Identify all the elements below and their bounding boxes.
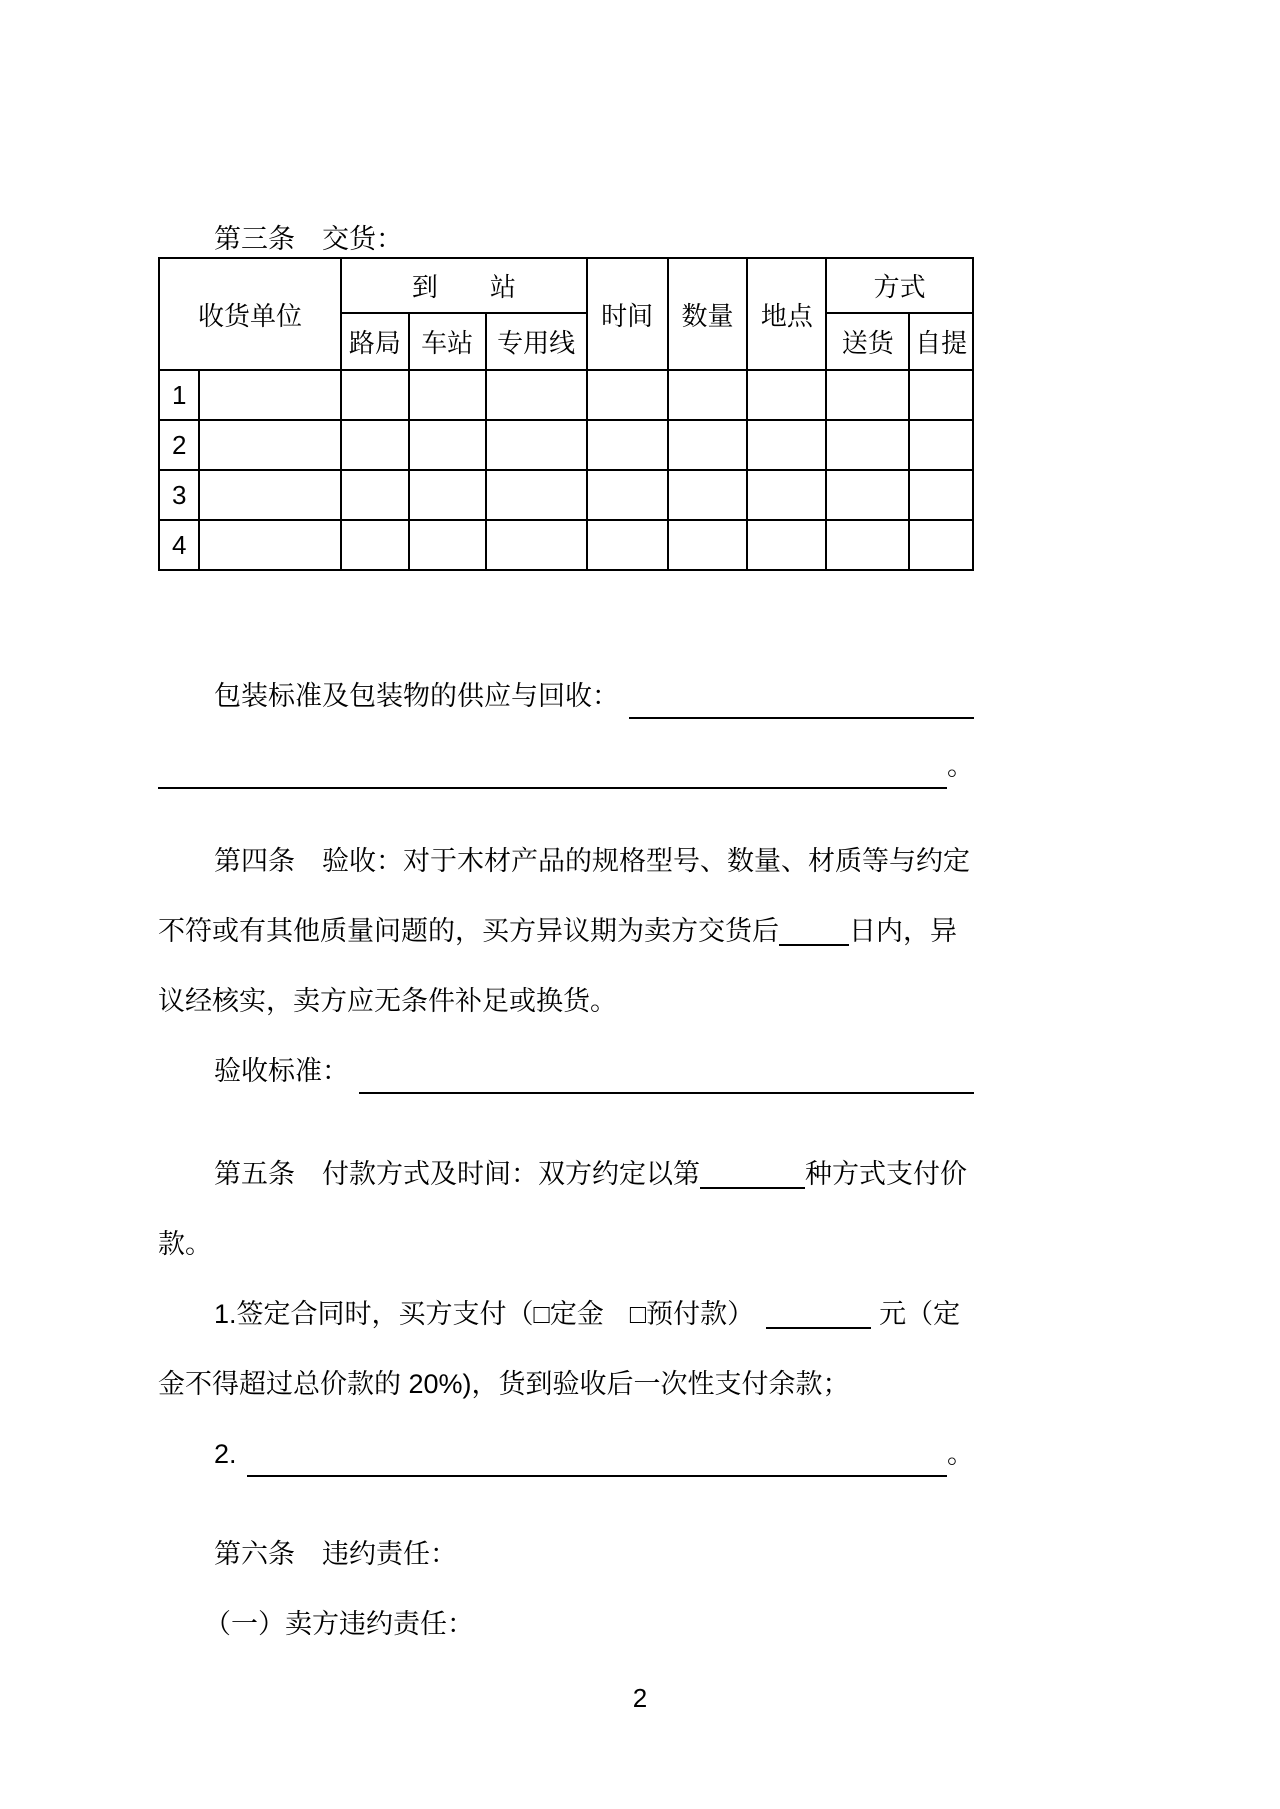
article5-line1-post: 种方式支付价 (805, 1159, 967, 1189)
col-header-station: 车站 (409, 313, 486, 370)
special-line-cell[interactable] (486, 370, 587, 420)
special-line-cell[interactable] (486, 470, 587, 520)
col-header-quantity: 数量 (668, 258, 748, 370)
packaging-clause-line2 (158, 731, 974, 801)
article5-item1-cont (158, 1349, 974, 1419)
table-row (159, 370, 973, 420)
time-cell[interactable] (587, 420, 668, 470)
article6-heading-text: 第六条 违约责任： (214, 1539, 457, 1569)
pickup-cell[interactable] (909, 420, 973, 470)
delivery-cell[interactable] (826, 470, 909, 520)
col-header-delivery: 送货 (826, 313, 909, 370)
station-cell[interactable] (409, 420, 486, 470)
packaging-clause-line (158, 661, 974, 731)
article5-item2 (158, 1419, 974, 1489)
article5-line1 (158, 1139, 974, 1209)
table-row (159, 470, 973, 520)
acceptance-standard-line (158, 1036, 974, 1106)
article5-item2-period: 。 (947, 1439, 974, 1469)
article5-item1-cont-text: 金不得超过总价款的 20%)，货到验收后一次性支付余款； (158, 1369, 850, 1399)
pickup-cell[interactable] (909, 370, 973, 420)
delivery-cell[interactable] (826, 370, 909, 420)
article4-line2-pre: 不符或有其他质量问题的，买方异议期为卖方交货后 (158, 916, 779, 946)
article3-heading (158, 222, 974, 256)
col-header-time: 时间 (587, 258, 668, 370)
station-cell[interactable] (409, 370, 486, 420)
page-number: 2 (632, 1683, 648, 1713)
acceptance-standard-label: 验收标准： (214, 1056, 349, 1086)
deposit-checkbox-option[interactable]: □定金 (533, 1299, 604, 1329)
article3-heading-text: 第三条 交货： (214, 224, 403, 254)
time-cell[interactable] (587, 370, 668, 420)
bureau-cell[interactable] (341, 470, 409, 520)
pickup-cell[interactable] (909, 520, 973, 570)
time-cell[interactable] (587, 470, 668, 520)
article4-line2-post: 日内，异 (849, 916, 957, 946)
delivery-table (158, 257, 974, 571)
col-header-arrival-station: 到 站 (341, 258, 587, 313)
article4-line3 (158, 966, 974, 1036)
delivery-cell[interactable] (826, 520, 909, 570)
consignee-cell[interactable] (199, 520, 341, 570)
special-line-cell[interactable] (486, 520, 587, 570)
consignee-cell[interactable] (199, 470, 341, 520)
quantity-cell[interactable] (668, 420, 748, 470)
place-cell[interactable] (747, 370, 826, 420)
bureau-cell[interactable] (341, 370, 409, 420)
packaging-blank-field[interactable] (629, 661, 974, 719)
acceptance-standard-blank-field[interactable] (359, 1036, 974, 1094)
bureau-cell[interactable] (341, 520, 409, 570)
row-number: 1 (159, 370, 199, 420)
station-cell[interactable] (409, 520, 486, 570)
article4-line1-text: 第四条 验收：对于木材产品的规格型号、数量、材质等与约定 (214, 846, 970, 876)
col-header-consignee: 收货单位 (159, 258, 341, 370)
table-row (159, 420, 973, 470)
line-end-period: 。 (947, 751, 974, 781)
objection-days-blank-field[interactable] (779, 940, 849, 946)
article6-sub-heading-text: （一）卖方违约责任： (204, 1609, 474, 1639)
article4-line3-text: 议经核实，卖方应无条件补足或换货。 (158, 986, 617, 1016)
pickup-cell[interactable] (909, 470, 973, 520)
quantity-cell[interactable] (668, 520, 748, 570)
bureau-cell[interactable] (341, 420, 409, 470)
article4-line2 (158, 896, 974, 966)
article4-line1 (158, 826, 974, 896)
article5-line1-cont-text: 款。 (158, 1229, 212, 1259)
quantity-cell[interactable] (668, 370, 748, 420)
prepayment-checkbox-option[interactable]: □预付款） (629, 1299, 755, 1329)
col-header-railway-bureau: 路局 (341, 313, 409, 370)
col-header-special-line: 专用线 (486, 313, 587, 370)
packaging-blank-field-line2[interactable] (158, 731, 947, 789)
table-row (159, 520, 973, 570)
place-cell[interactable] (747, 420, 826, 470)
row-number: 2 (159, 420, 199, 470)
row-number: 4 (159, 520, 199, 570)
article5-line1-cont (158, 1209, 974, 1279)
place-cell[interactable] (747, 470, 826, 520)
special-line-cell[interactable] (486, 420, 587, 470)
col-header-self-pickup: 自提 (909, 313, 973, 370)
row-number: 3 (159, 470, 199, 520)
article6-heading (158, 1519, 974, 1589)
article5-item1-post: 元（定 (879, 1299, 961, 1329)
consignee-cell[interactable] (199, 420, 341, 470)
article6-sub-heading (158, 1589, 974, 1659)
col-header-method: 方式 (826, 258, 973, 313)
payment-other-blank-field[interactable] (247, 1419, 947, 1477)
article5-item1 (158, 1279, 974, 1349)
station-cell[interactable] (409, 470, 486, 520)
quantity-cell[interactable] (668, 470, 748, 520)
delivery-cell[interactable] (826, 420, 909, 470)
col-header-place: 地点 (747, 258, 826, 370)
packaging-label: 包装标准及包装物的供应与回收： (214, 681, 619, 711)
article5-line1-pre: 第五条 付款方式及时间：双方约定以第 (214, 1159, 700, 1189)
payment-method-blank-field[interactable] (700, 1183, 805, 1189)
payment-amount-blank-field[interactable] (766, 1323, 871, 1329)
place-cell[interactable] (747, 520, 826, 570)
consignee-cell[interactable] (199, 370, 341, 420)
article5-item2-number: 2. (214, 1439, 237, 1469)
time-cell[interactable] (587, 520, 668, 570)
article5-item1-pre: 1.签定合同时，买方支付（ (214, 1299, 534, 1329)
